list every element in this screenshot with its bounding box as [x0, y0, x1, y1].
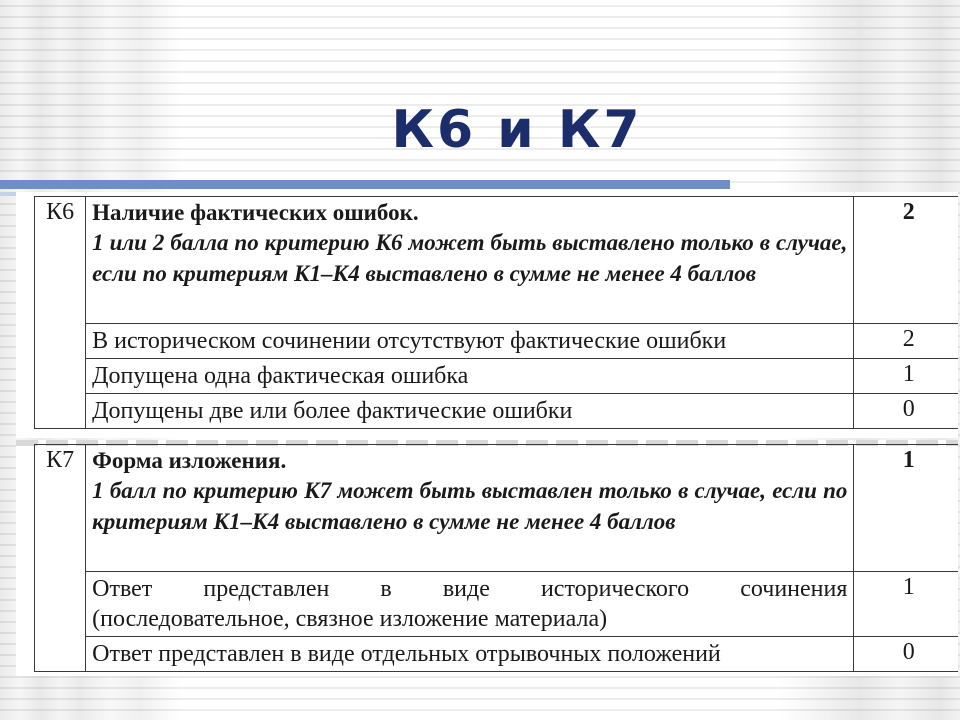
k7-row-1-text — [86, 572, 854, 637]
k7-row-1-score: 1 — [854, 572, 958, 637]
k6-heading: Наличие фактических ошибок. — [92, 200, 419, 225]
k7-heading: Форма изложения. — [92, 448, 287, 473]
k6-description-cell — [86, 197, 854, 324]
k7-note: 1 балл по критерию К7 может быть выставлен только в случае, если по критериям К1–К4 выставлено в сумме не менее 4 баллов — [92, 478, 848, 534]
k7-header-row — [35, 445, 959, 572]
slide-title: К6 и К7 — [391, 100, 643, 160]
k6-row-3-text: Допущены две или более фактические ошибки — [86, 394, 854, 429]
k6-row-2-score: 1 — [854, 359, 958, 394]
k7-row-2-text: Ответ представлен в виде отдельных отрывочных положений — [86, 637, 854, 672]
k6-row-2-text: Допущена одна фактическая ошибка — [86, 359, 854, 394]
k7-description-cell — [86, 445, 854, 572]
table-row — [35, 394, 959, 429]
k6-max-score: 2 — [854, 197, 958, 324]
k6-row-1-text: В историческом сочинении отсутствуют фактические ошибки — [86, 324, 854, 359]
k7-row-2-score: 0 — [854, 637, 958, 672]
k6-row-1-score: 2 — [854, 324, 958, 359]
table-row — [35, 572, 959, 637]
k6-header-row — [35, 197, 959, 324]
k6-criteria-table — [34, 196, 958, 429]
k6-criterion-code: К6 — [35, 197, 86, 429]
k7-max-score: 1 — [854, 445, 958, 572]
k7-criterion-code: К7 — [35, 445, 86, 672]
table-row — [35, 359, 959, 394]
k6-note: 1 или 2 балла по критерию К6 может быть выставлено только в случае, если по критериям К1–К4 выставлено в сумме не менее 4 баллов — [92, 230, 848, 286]
k6-table-panel — [16, 192, 958, 438]
table-row — [35, 637, 959, 672]
title-underline — [0, 180, 730, 189]
k7-row-1-line-1: Ответ представлен в виде исторического сочинения — [92, 576, 848, 602]
k7-criteria-table — [34, 444, 958, 672]
k7-row-1-line-2: (последовательное, связное изложение материала) — [92, 606, 608, 632]
table-row — [35, 324, 959, 359]
k7-table-panel — [16, 440, 958, 676]
k6-row-3-score: 0 — [854, 394, 958, 429]
